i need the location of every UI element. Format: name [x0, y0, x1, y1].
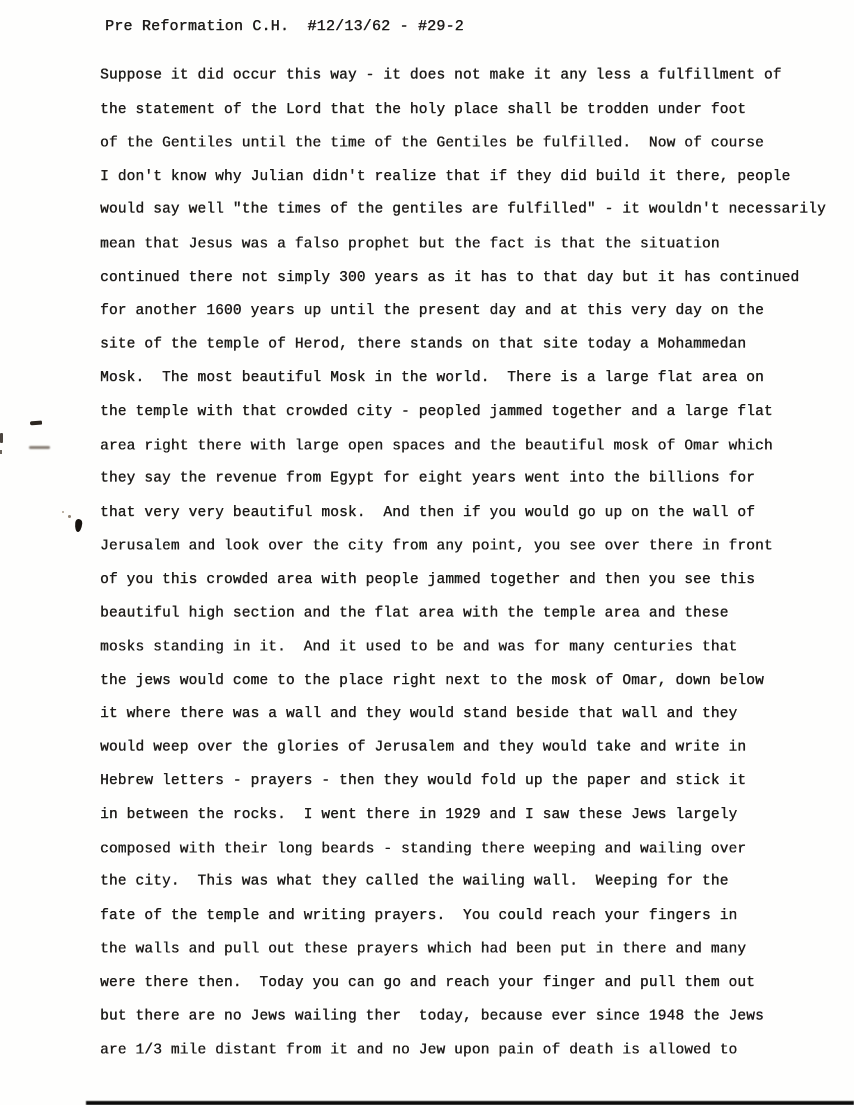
text-line: area right there with large open spaces and the beautiful mosk of Omar which — [100, 437, 773, 454]
text-line: would say well "the times of the gentiles are fulfilled" - it wouldn't necessarily — [100, 202, 826, 219]
ink-smudge-icon — [29, 446, 50, 449]
text-line: continued there not simply 300 years as it has to that day but it has continued — [100, 269, 800, 286]
text-line: composed with their long beards - standing there weeping and wailing over — [100, 841, 747, 858]
text-line: the statement of the Lord that the holy place shall be trodden under foot — [100, 101, 747, 118]
text-line: mosks standing in it. And it used to be and was for many centuries that — [100, 639, 738, 656]
text-line: Suppose it did occur this way - it does not make it any less a fulfillment of — [100, 67, 782, 84]
text-line: the temple with that crowded city - peopled jammed together and a large flat — [100, 403, 773, 420]
text-line: Mosk. The most beautiful Mosk in the world. There is a large flat area on — [100, 370, 764, 387]
text-line: of the Gentiles until the time of the Gentiles be fulfilled. Now of course — [100, 135, 764, 152]
page-edge-mark-icon — [0, 433, 3, 443]
text-line: in between the rocks. I went there in 1929 and I saw these Jews largely — [100, 807, 738, 824]
ink-dot-icon — [68, 515, 71, 518]
text-line: Jerusalem and look over the city from any point, you see over there in front — [100, 538, 773, 555]
document-body — [100, 60, 840, 1068]
text-line: the jews would come to the place right next to the mosk of Omar, down below — [100, 672, 764, 689]
text-line: were there then. Today you can go and reach your finger and pull them out — [100, 975, 756, 992]
text-line: fate of the temple and writing prayers. You could reach your fingers in — [100, 907, 738, 924]
text-line: for another 1600 years up until the present day and at this very day on the — [100, 303, 764, 320]
text-line: would weep over the glories of Jerusalem and they would take and write in — [100, 739, 747, 756]
text-line: are 1/3 mile distant from it and no Jew upon pain of death is allowed to — [100, 1042, 738, 1059]
text-line: it where there was a wall and they would stand beside that wall and they — [100, 706, 738, 723]
scan-edge-line — [86, 1101, 854, 1105]
text-line: the walls and pull out these prayers which had been put in there and many — [100, 941, 747, 958]
text-line: mean that Jesus was a falso prophet but the fact is that the situation — [100, 236, 720, 253]
text-line: site of the temple of Herod, there stands on that site today a Mohammedan — [100, 336, 747, 353]
text-line: of you this crowded area with people jammed together and then you see this — [100, 571, 756, 588]
document-header: Pre Reformation C.H. #12/13/62 - #29-2 — [105, 18, 464, 35]
text-line: the city. This was what they called the wailing wall. Weeping for the — [100, 873, 729, 890]
ink-dot-icon — [62, 511, 64, 513]
text-line: beautiful high section and the flat area with the temple area and these — [100, 605, 729, 622]
ink-blot-icon — [74, 519, 82, 533]
text-line: that very very beautiful mosk. And then if you would go up on the wall of — [100, 504, 756, 521]
page-edge-mark-icon — [0, 450, 2, 454]
text-line: they say the revenue from Egypt for eight years went into the billions for — [100, 470, 756, 487]
text-line: Hebrew letters - prayers - then they would fold up the paper and stick it — [100, 773, 747, 790]
pencil-mark-icon — [30, 421, 42, 426]
text-line: I don't know why Julian didn't realize that if they did build it there, people — [100, 168, 791, 185]
text-line: but there are no Jews wailing ther today, because ever since 1948 the Jews — [100, 1008, 764, 1025]
